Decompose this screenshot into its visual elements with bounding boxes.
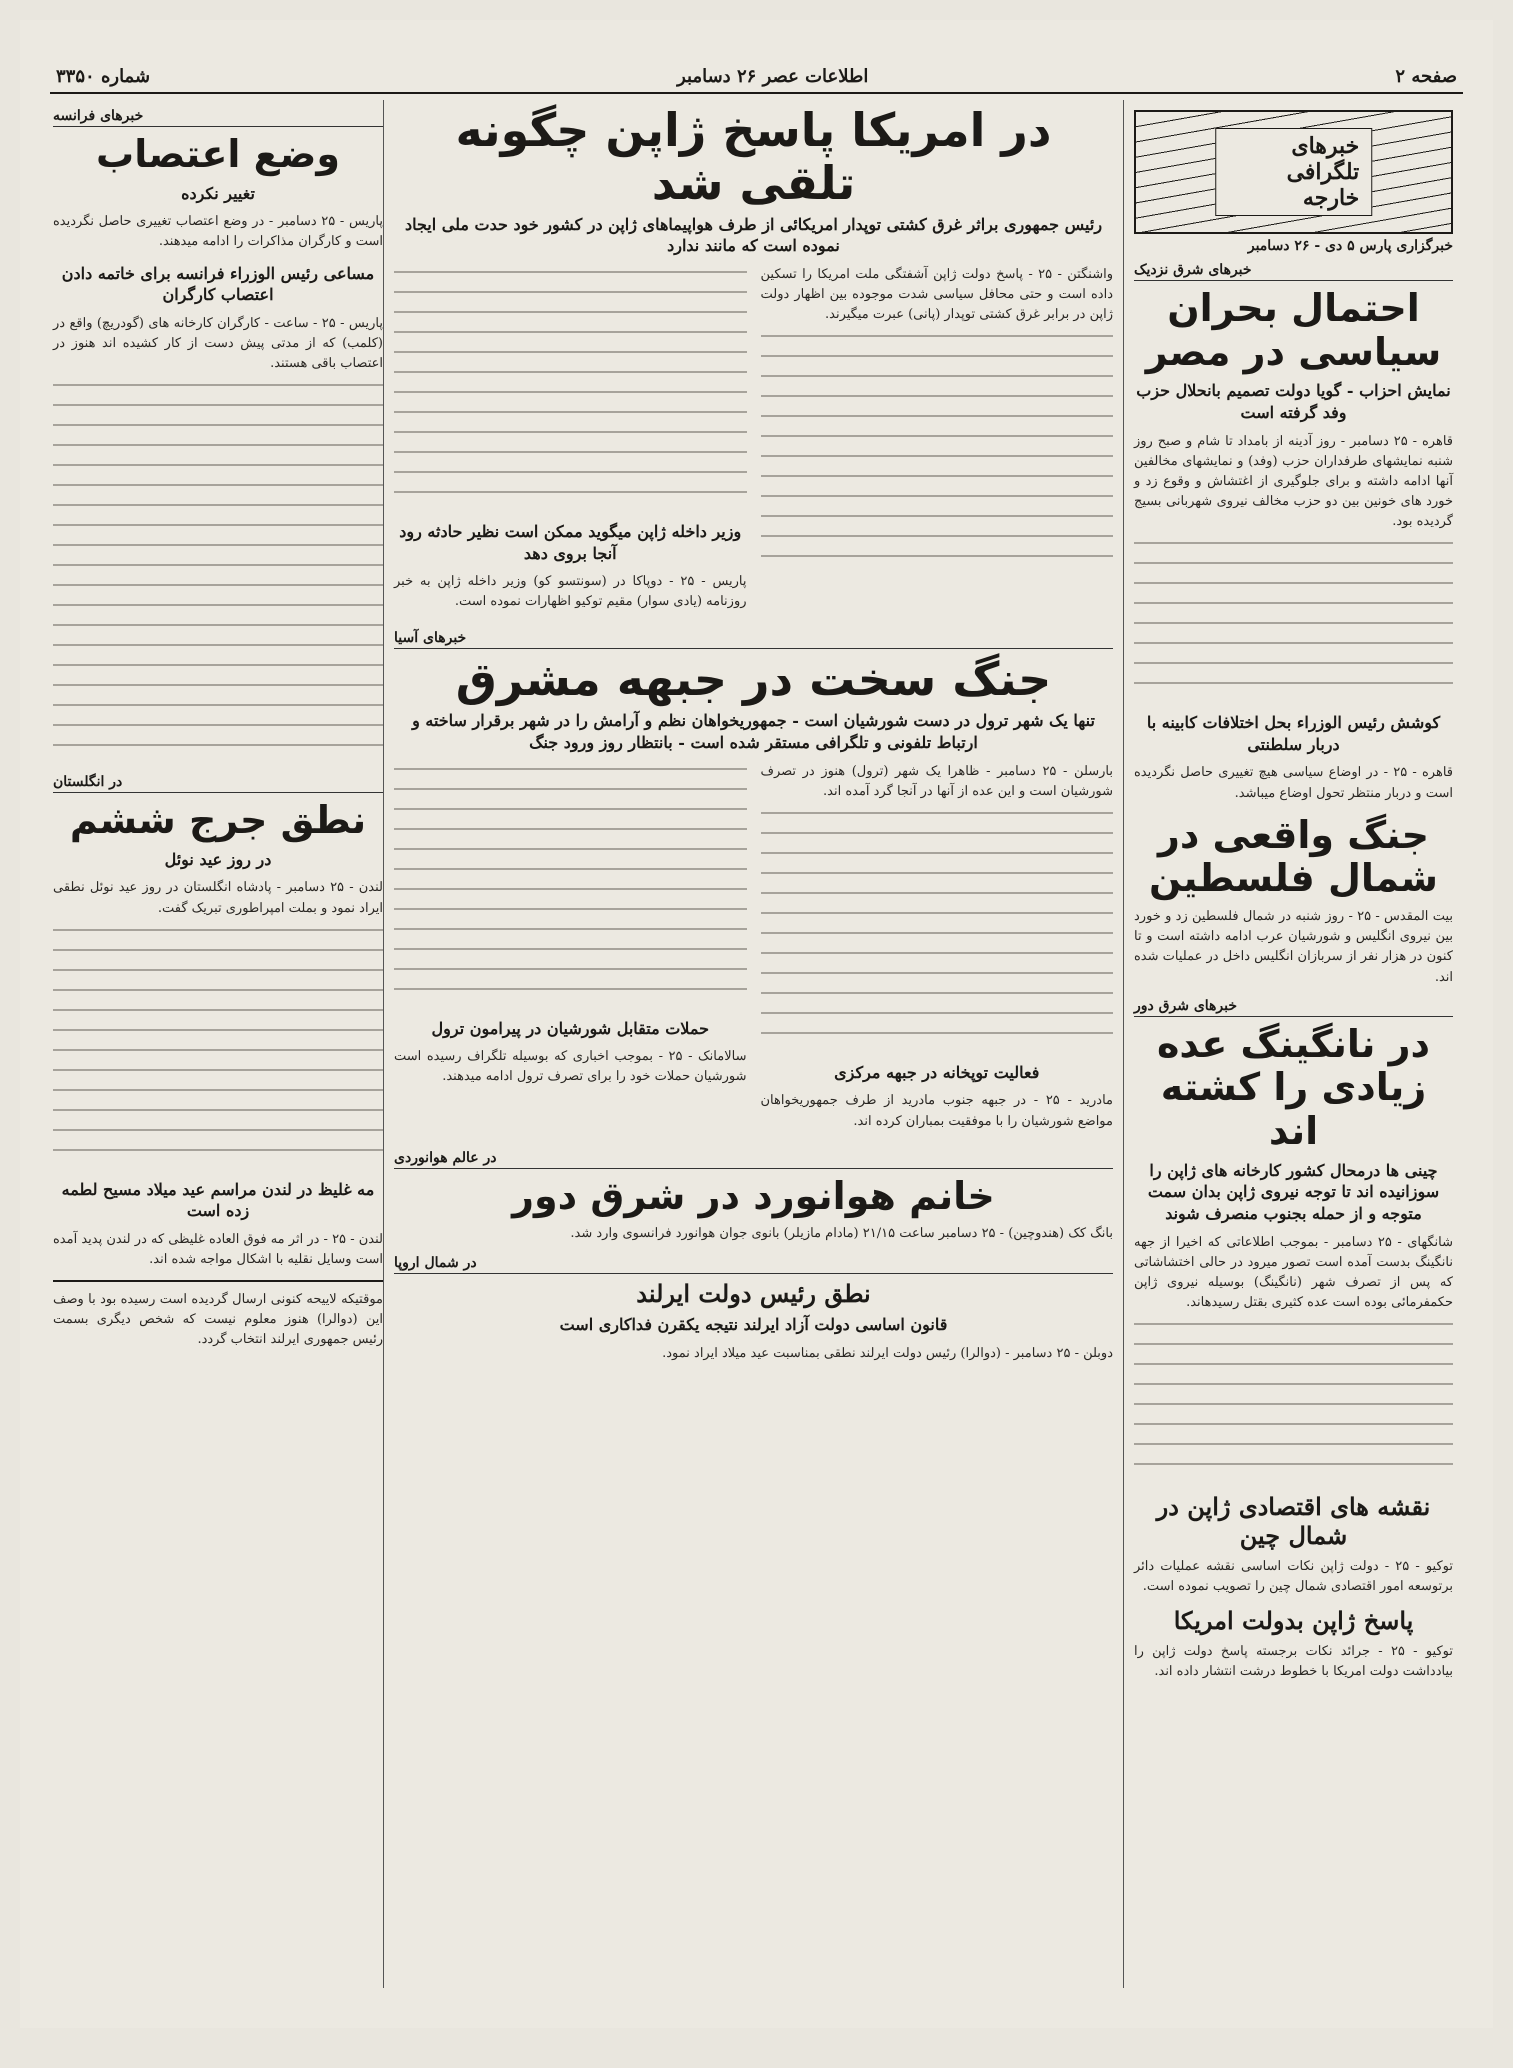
subhead-cabinet: کوشش رئیس الوزراء بحل اختلافات کابینه با دربار سلطنتی (1146, 713, 1441, 754)
article-america: واشنگتن - ۲۵ - پاسخ دولت ژاپن آشفتگی ملت امریکا را تسکین داده است و حتی محافل سیاسی شدت موجوده بین اظهار دولت ژاپن در برابر غرق کشتی توپدار (پانی) عبرت میگیرند. (760, 266, 1113, 323)
article-egypt: قاهره - ۲۵ دسامبر - روز آدینه از بامداد تا شام و صبح روز شنبه نمایشهای طرفداران حزب (وفد) و نمایشهای مخالفین آنها ادامه داشته و برای جلوگیری از اغتشاش و وقوع زد و خورد های خونین بین دو حزب مخالف نیروی شهربانی بسیج گردیده بود. (1134, 433, 1453, 530)
masthead-title: اطلاعات عصر ۲۶ دسامبر (677, 65, 869, 87)
section-kicker-far-east: خبرهای شرق دور (1134, 998, 1453, 1017)
article-body-lines (394, 768, 747, 1008)
two-column-block (394, 265, 1113, 622)
subhead-prime-minister: مساعی رئیس الوزراء فرانسه برای خاتمه دادن اعتصاب کارگران (61, 263, 375, 305)
article-george-vi: لندن - ۲۵ دسامبر - پادشاه انگلستان در روز عید نوئل نطقی ایراد نمود و بملت امپراطوری تبریک گفت. (53, 880, 383, 916)
headline-egypt: احتمال بحران سیاسی در مصر (1145, 286, 1442, 374)
article-strike: پاریس - ۲۵ دسامبر - در وضع اعتصاب تغییری حاصل نگردیده است و کارگران مذاکرات را ادامه میدهند. (53, 214, 383, 250)
subhead-artillery: فعالیت توپخانه در جبهه مرکزی (834, 1062, 1040, 1082)
article-east-front: بارسلن - ۲۵ دسامبر - ظاهرا یک شهر (ترول) هنوز در تصرف شورشیان است و این عده از آنها در آنجا گرد آمده اند. (760, 763, 1113, 799)
section-kicker: خبرهای شرق نزدیک (1134, 262, 1453, 281)
divider (53, 1280, 383, 1282)
section-kicker-europe: در شمال اروپا (394, 1255, 1113, 1274)
subhead-strike: تغییر نکرده (181, 183, 255, 203)
subhead-christmas: در روز عید نوئل (164, 849, 272, 869)
subhead-nanking: چینی ها درمحال کشور کارخانه های ژاپن را سوزانیده اند تا توجه نیروی ژاپن بدان سمت متوجه و از حمله بجنوب منصرف شوند (1147, 1160, 1440, 1223)
headline-nanking: در نانگینگ عده زیادی را کشته اند (1156, 1021, 1430, 1154)
article-nanking: شانگهای - ۲۵ دسامبر - بموجب اطلاعاتی که اخیرا از جهه نانگینگ بدست آمده است تصور میرود در حالی اختشاشاتی که پس از تصرف شهر (نانگینگ) بوسیله نیروی ژاپن حکمفرمائی بوده است عده کثیری بقتل رسیدهاند. (1134, 1234, 1454, 1310)
headline-japan-reply: پاسخ ژاپن بدولت امریکا (1173, 1605, 1414, 1635)
headline-china-economy: نقشه های اقتصادی ژاپن در شمال چین (1156, 1492, 1431, 1550)
article-cabinet: قاهره - ۲۵ - در اوضاع سیاسی هیچ تغییری حاصل نگردیده است و دربار منتظر تحول اوضاع میباشد. (1134, 765, 1453, 801)
headline-strike: وضع اعتصاب (96, 132, 340, 176)
headline-america: در امریکا پاسخ ژاپن چگونه تلقی شد (455, 103, 1052, 210)
article-body-lines (1134, 542, 1453, 702)
article-artillery: مادرید - ۲۵ - در جبهه جنوب مادرید از طرف جمهوریخواهان مواضع شورشیان را با موفقیت بمباران کرده اند. (760, 1093, 1113, 1129)
subhead-ireland: قانون اساسی دولت آزاد ایرلند نتیجه یکقرن فداکاری است (559, 1315, 948, 1335)
headline-aviatrix: خانم هوانورد در شرق دور (512, 1173, 995, 1218)
subhead-america: رئیس جمهوری براثر غرق کشتی توپدار امریکائی از طرف هواپیماهای ژاپن در کشور خود حدت ملی ایجاد نموده است که مانند ندارد (404, 214, 1103, 256)
article-body-lines (761, 812, 1114, 1052)
column-center (383, 100, 1123, 1988)
article-china-economy: توکیو - ۲۵ - دولت ژاپن نکات اساسی نقشه عملیات دائر برتوسعه امور اقتصادی شمال چین را تصویب نموده است. (1134, 1558, 1453, 1594)
footer-note: موقتیکه لاییحه کنونی ارسال گردیده است رسیده بود با وصف این (دوالرا) هنوز معلوم نیست که شخص دیگری بسمت رئیس جمهوری ایرلند انتخاب گردد. (53, 1292, 383, 1348)
agency-dateline: خبرگزاری پارس ۵ دی - ۲۶ دسامبر (1247, 238, 1453, 254)
subhead-teruel: حملات متقابل شورشیان در پیرامون ترول (431, 1018, 709, 1038)
article-body-lines (761, 335, 1114, 575)
headline-palestine: جنگ واقعی در شمال فلسطین (1148, 812, 1439, 901)
headline-ireland: نطق رئیس دولت ایرلند (636, 1278, 871, 1308)
article-palestine: بیت المقدس - ۲۵ - روز شنبه در شمال فلسطین زد و خورد بین نیروی انگلیس و شورشیان عرب ادامه داشته است و تا کنون در هزار نفر از سربازان انگلیس داخل در عملیات شده اند. (1134, 909, 1453, 985)
article-japan-reply: توکیو - ۲۵ - جرائد نکات برجسته پاسخ دولت ژاپن را بیادداشت دولت امریکا با خطوط درشت انتشار داده اند. (1134, 1643, 1453, 1679)
subhead-egypt: نمایش احزاب - گویا دولت تصمیم بانحلال حزب وفد گرفته است (1136, 381, 1451, 422)
article-teruel: سالامانک - ۲۵ - بموجب اخباری که بوسیله تلگراف رسیده است شورشیان حملات خود را برای تصرف ترول ادامه میدهند. (394, 1049, 747, 1085)
article-fog: لندن - ۲۵ - در اثر مه فوق العاده غلیظی که در لندن پدید آمده است وسایل نقلیه با اشکال مواجه شده اند. (53, 1231, 383, 1268)
article-interior-minister: پاریس - ۲۵ - دوپاکا در (سونتسو کو) وزیر داخله ژاپن به خبر روزنامه (یادی سوار) مقیم توکیو اظهارات نموده است. (394, 574, 747, 610)
article-prime-minister: پاریس - ۲۵ - ساعت - کارگران کارخانه های (گودریچ) واقع در (کلمب) که از مدتی پیش دست از کار کشیده اند هنوز در اعتصاب باقی هستند. (53, 315, 383, 372)
column-foreign-news (1123, 100, 1463, 1988)
subhead-fog: مه غلیظ در لندن مراسم عید میلاد مسیح لطمه زده است (61, 1179, 375, 1221)
article-aviatrix: بانگ کک (هندوچین) - ۲۵ دسامبر ساعت ۲۱/۱۵ (مادام مازیلر) بانوی جوان هوانورد فرانسوی وارد شد. (570, 1226, 1113, 1242)
masthead-bar (50, 60, 1463, 94)
column-france-england (43, 100, 393, 1988)
subhead-east-front: تنها یک شهر ترول در دست شورشیان است - جمهوریخواهان نظم و آرامش را در شهر برقرار ساخته و ارتباط تلفونی و تلگرافی مستقر شده است - بانتظار روز ورود جنگ (412, 711, 1095, 752)
article-body-lines (53, 929, 383, 1169)
section-kicker-england: در انگلستان (53, 774, 383, 793)
article-body-lines (1134, 1323, 1453, 1483)
article-ireland: دوبلن - ۲۵ دسامبر - (دوالرا) رئیس دولت ایرلند نطقی بمناسبت عید میلاد ایراد نمود. (662, 1345, 1113, 1361)
headline-east-front: جنگ سخت در جبهه مشرق (455, 652, 1052, 707)
issue-number: شماره ۳۳۵۰ (56, 65, 151, 87)
article-body-lines (53, 384, 383, 764)
two-column-block (394, 762, 1113, 1142)
newspaper-page (20, 20, 1493, 2028)
headline-george-vi: نطق جرج ششم (69, 798, 367, 843)
article-body-lines (394, 271, 747, 511)
subhead-interior-minister: وزیر داخله ژاپن میگوید ممکن است نظیر حادثه رود آنجا بروی دهد (399, 521, 742, 563)
section-banner (1134, 110, 1453, 234)
page-number: صفحه ۲ (1395, 65, 1457, 87)
banner-title: خبرهای تلگرافی خارجه (1215, 128, 1373, 216)
section-kicker-france: خبرهای فرانسه (53, 108, 383, 127)
section-kicker-asia: خبرهای آسیا (394, 630, 1113, 649)
section-kicker-aviation: در عالم هوانوردی (394, 1150, 1113, 1169)
